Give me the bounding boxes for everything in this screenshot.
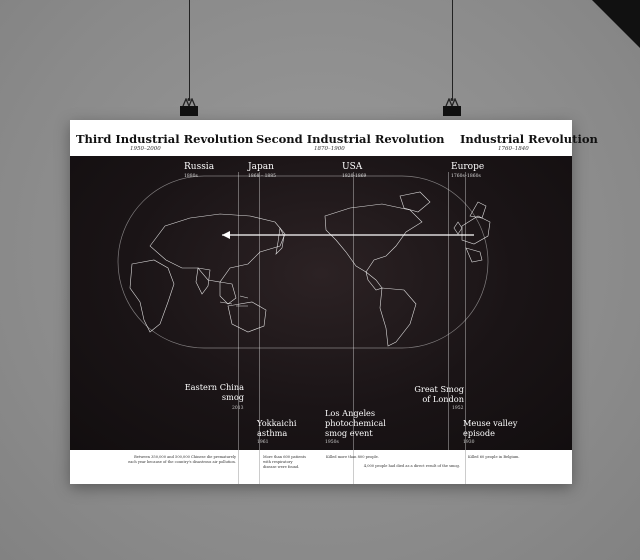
footnote: Killed 60 people in Belgium. — [468, 455, 520, 459]
binder-clip-icon — [177, 98, 201, 116]
footer-divider — [465, 450, 466, 484]
footer-divider — [259, 450, 260, 484]
hanging-wire-left — [189, 0, 190, 100]
hanging-wire-right — [452, 0, 453, 100]
region-years: 1880s — [184, 174, 198, 179]
event-year: 2013 — [232, 406, 244, 411]
world-map-illustration — [70, 156, 572, 450]
revolution-years: 1870–1900 — [314, 146, 345, 152]
region-label: USA — [342, 162, 363, 172]
region-years: 1868 – 1885 — [248, 174, 277, 179]
poster-header — [70, 120, 598, 156]
event-line: Los Angeles — [325, 408, 376, 418]
poster-footer — [70, 450, 572, 484]
event-line: photochemical — [325, 418, 386, 428]
event-line: Eastern China — [184, 382, 244, 392]
footnote: Between 350,000 and 500,000 Chinese die prematurely each year because of the country's disastrous air pollution. — [128, 455, 236, 464]
footnote: 4,000 people had died as a direct result of the smog. — [363, 464, 460, 468]
timeline-line — [259, 172, 260, 450]
revolution-title: Industrial Revolution — [460, 132, 598, 146]
event-line: of London — [422, 394, 464, 404]
timeline-line — [465, 172, 466, 450]
event-line: smog — [221, 392, 244, 402]
event-label — [325, 408, 386, 438]
footer-divider — [238, 450, 239, 484]
region-label: Russia — [184, 162, 215, 172]
event-year: 1961 — [257, 440, 269, 445]
event-year: 1952 — [452, 406, 464, 411]
event-label — [463, 418, 517, 438]
revolution-title: Second Industrial Revolution — [256, 132, 445, 146]
event-line: Meuse valley — [463, 418, 518, 428]
event-year: 1950s — [325, 440, 339, 445]
map-panel — [70, 156, 572, 450]
event-line: episode — [463, 428, 495, 438]
event-year: 1930 — [463, 440, 475, 445]
event-line: smog event — [325, 428, 373, 438]
event-line: asthma — [257, 428, 288, 438]
revolution-title: Third Industrial Revolution — [76, 132, 254, 146]
region-label: Japan — [248, 162, 274, 172]
event-label — [182, 382, 244, 402]
event-label — [404, 384, 464, 404]
footnote: Killed more than 800 people. — [326, 455, 379, 459]
footnote: More than 600 patients with respiratory disease were found. — [263, 455, 306, 469]
event-line: Great Smog — [414, 384, 464, 394]
region-years: 1820-1869 — [342, 174, 367, 179]
event-line: Yokkaichi — [257, 418, 297, 428]
region-label: Europe — [451, 162, 485, 172]
binder-clip-icon — [440, 98, 464, 116]
event-label — [257, 418, 297, 438]
corner-shape — [592, 0, 640, 48]
revolution-years: 1760–1840 — [498, 146, 529, 152]
region-years: 1760s–1860s — [451, 174, 481, 179]
poster — [70, 120, 598, 484]
timeline-line — [448, 172, 449, 450]
revolution-years: 1950–2000 — [130, 146, 161, 152]
